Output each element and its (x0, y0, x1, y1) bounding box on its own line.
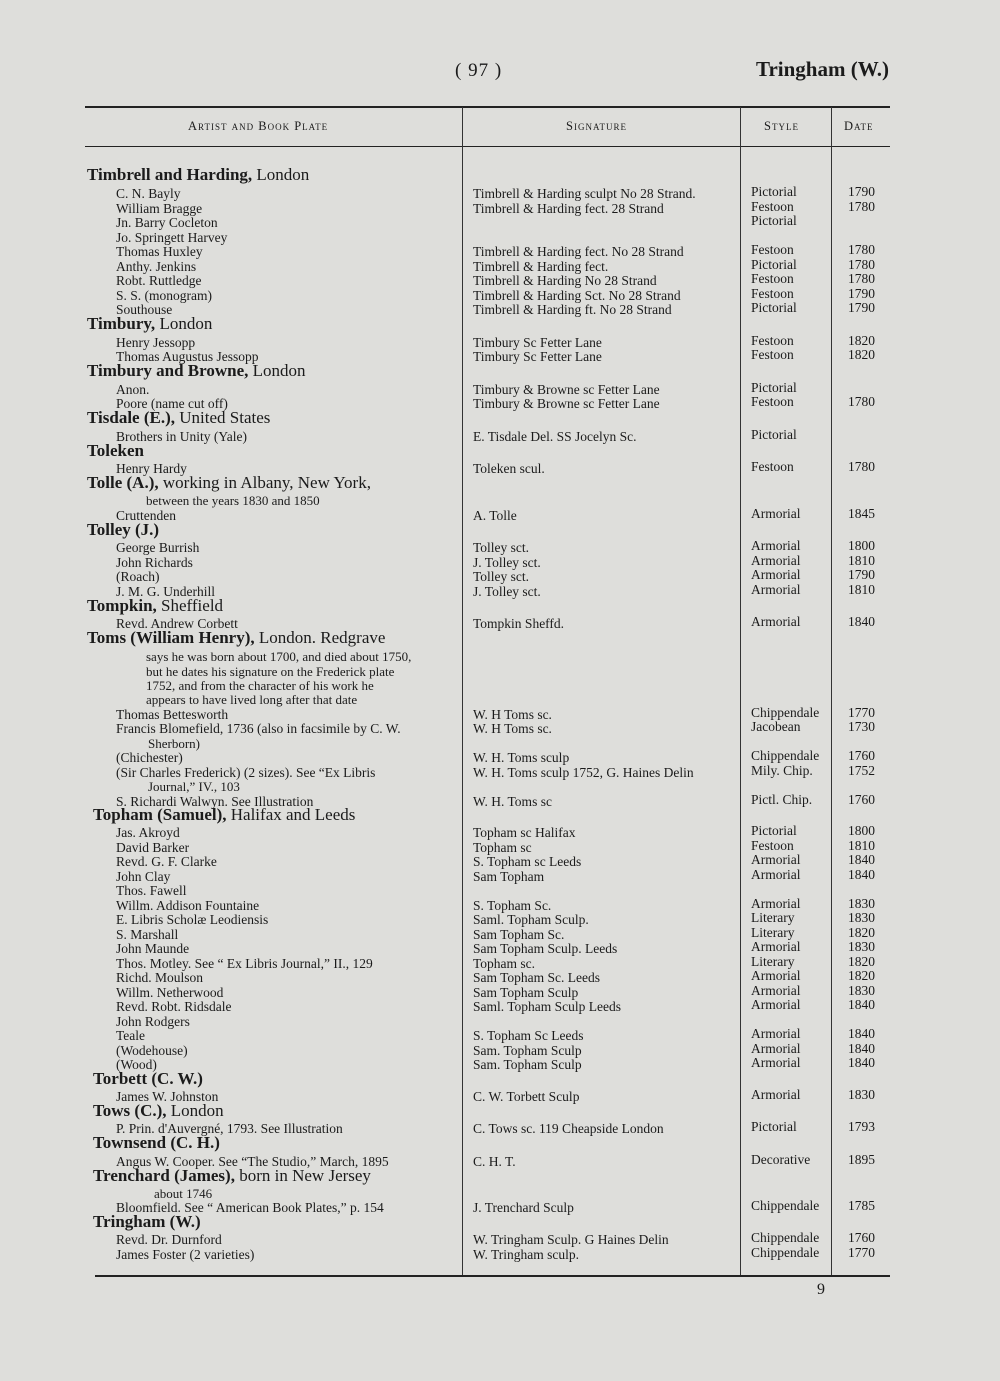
artist-place: London (248, 361, 306, 380)
signature-cell: Topham sc Halifax (473, 825, 576, 840)
style-cell: Pictl. Chip. (751, 792, 813, 807)
artist-note: between the years 1830 and 1850 (146, 493, 320, 508)
date-cell: 1780 (848, 459, 875, 474)
book-plate-owner: Thomas Augustus Jessopp (116, 349, 259, 364)
book-plate-owner: E. Libris Scholæ Leodiensis (116, 912, 269, 927)
book-plate-owner: S. Richardi Walwyn. See Illustration (116, 794, 314, 809)
artist-name: Tolley (J.) (87, 520, 160, 539)
artist-heading (93, 806, 355, 823)
book-plate-owner: George Burrish (116, 540, 200, 555)
signature-cell: J. Trenchard Sculp (473, 1200, 574, 1215)
signature-cell: Timbury Sc Fetter Lane (473, 349, 602, 364)
signature-cell: Timbrell & Harding Sct. No 28 Strand (473, 288, 681, 303)
style-cell: Armorial (751, 867, 801, 882)
signature-cell: Timbury & Browne sc Fetter Lane (473, 396, 660, 411)
style-cell: Armorial (751, 1087, 801, 1102)
date-cell: 1780 (848, 199, 875, 214)
book-plate-owner: Thomas Huxley (116, 244, 203, 259)
book-plate-owner: James W. Johnston (116, 1089, 219, 1104)
book-plate-owner: (Wood) (116, 1057, 157, 1072)
signature-cell: Toleken scul. (473, 461, 545, 476)
signature-cell: Tolley sct. (473, 540, 530, 555)
date-cell: 1790 (848, 286, 875, 301)
running-head: Tringham (W.) (756, 57, 890, 81)
book-plate-owner: John Maunde (116, 941, 190, 956)
book-plate-owner: P. Prin. d'Auvergné, 1793. See Illustration (116, 1121, 343, 1136)
artist-name: Timbury and Browne, (87, 361, 249, 380)
signature-cell: Sam. Topham Sculp (473, 1057, 582, 1072)
book-plate-owner: Revd. G. F. Clarke (116, 854, 217, 869)
style-cell: Chippendale (751, 1198, 820, 1213)
artist-name: Tringham (W.) (93, 1212, 201, 1231)
artist-place: Halifax and Leeds (226, 805, 356, 824)
style-cell: Armorial (751, 968, 801, 983)
book-plate-owner: S. S. (monogram) (116, 288, 212, 303)
book-plate-owner: J. M. G. Underhill (116, 584, 215, 599)
style-cell: Armorial (751, 896, 801, 911)
book-plate-owner: John Richards (116, 555, 193, 570)
style-cell: Armorial (751, 983, 801, 998)
signature-cell: Timbury & Browne sc Fetter Lane (473, 382, 660, 397)
artist-heading (87, 362, 306, 379)
artist-heading (87, 166, 309, 183)
signature-cell: W. Tringham Sculp. G Haines Delin (473, 1232, 669, 1247)
book-plate-owner: John Clay (116, 869, 171, 884)
date-cell: 1830 (848, 1087, 875, 1102)
style-cell: Armorial (751, 1041, 801, 1056)
signature-cell: Timbrell & Harding sculpt No 28 Strand. (473, 186, 696, 201)
signature-cell: Tompkin Sheffd. (473, 616, 565, 631)
date-cell: 1840 (848, 997, 875, 1012)
book-plate-owner: Poore (name cut off) (116, 396, 228, 411)
date-cell: 1760 (848, 748, 875, 763)
book-plate-owner: Jn. Barry Cocleton (116, 215, 218, 230)
artist-note: appears to have lived long after that date (146, 692, 358, 707)
book-plate-owner: Robt. Ruttledge (116, 273, 202, 288)
artist-note: 1752, and from the character of his work he (146, 678, 374, 693)
signature-cell: Timbrell & Harding No 28 Strand (473, 273, 657, 288)
artist-heading (93, 1070, 203, 1087)
date-cell: 1810 (848, 582, 875, 597)
column-header-artist: Artist and Book Plate (188, 119, 329, 133)
style-cell: Pictorial (751, 257, 797, 272)
style-cell: Pictorial (751, 184, 797, 199)
style-cell: Armorial (751, 1026, 801, 1041)
style-cell: Armorial (751, 553, 801, 568)
signature-cell: Sam Topham Sculp. Leeds (473, 941, 618, 956)
signature-cell: Sam Topham Sc. (473, 927, 565, 942)
signature-cell: Timbrell & Harding ft. No 28 Strand (473, 302, 672, 317)
signature-cell: Saml. Topham Sculp Leeds (473, 999, 622, 1014)
artist-heading (87, 315, 212, 332)
artist-place: London. Redgrave (254, 628, 386, 647)
date-cell: 1780 (848, 257, 875, 272)
artist-heading (87, 521, 159, 538)
signature-cell: Timbrell & Harding fect. No 28 Strand (473, 244, 684, 259)
book-plate-owner: Henry Jessopp (116, 335, 196, 350)
artist-name: Timbury, (87, 314, 156, 333)
signature-cell: Topham sc. (473, 956, 536, 971)
style-cell: Literary (751, 910, 795, 925)
style-cell: Festoon (751, 271, 794, 286)
artist-place: Sheffield (156, 596, 224, 615)
date-cell: 1810 (848, 553, 875, 568)
signature-cell: Tolley sct. (473, 569, 530, 584)
style-cell: Festoon (751, 347, 794, 362)
date-cell: 1760 (848, 1230, 875, 1245)
date-cell: 1793 (848, 1119, 875, 1134)
book-plate-owner: Bloomfield. See “ American Book Plates,” p. 154 (116, 1200, 384, 1215)
signature-cell: Sam Topham (473, 869, 545, 884)
page-number: ( 97 ) (455, 60, 503, 81)
book-plate-owner: Willm. Netherwood (116, 985, 224, 1000)
date-cell: 1820 (848, 333, 875, 348)
date-cell: 1800 (848, 538, 875, 553)
style-cell: Literary (751, 925, 795, 940)
artist-heading (93, 1134, 220, 1151)
book-plate-owner: (Chichester) (116, 750, 183, 765)
column-header-date: Date (844, 119, 874, 133)
style-cell: Decorative (751, 1152, 811, 1167)
book-plate-owner: Jo. Springett Harvey (116, 230, 228, 245)
date-cell: 1790 (848, 567, 875, 582)
style-cell: Armorial (751, 567, 801, 582)
artist-note: but he dates his signature on the Frederick plate (146, 664, 395, 679)
signature-cell: Sam Topham Sc. Leeds (473, 970, 601, 985)
date-cell: 1840 (848, 1041, 875, 1056)
style-cell: Jacobean (751, 719, 801, 734)
style-cell: Armorial (751, 538, 801, 553)
artist-place: working in Albany, New York, (158, 473, 371, 492)
date-cell: 1810 (848, 838, 875, 853)
date-cell: 1785 (848, 1198, 875, 1213)
artist-heading (87, 474, 371, 491)
date-cell: 1790 (848, 300, 875, 315)
artist-name: Topham (Samuel), (93, 805, 227, 824)
artist-place: London (252, 165, 310, 184)
style-cell: Pictorial (751, 213, 797, 228)
date-cell: 1840 (848, 1026, 875, 1041)
column-header-signature: Signature (566, 119, 627, 133)
style-cell: Chippendale (751, 705, 820, 720)
artist-note: says he was born about 1700, and died about 1750, (146, 649, 412, 664)
artist-heading (93, 1102, 224, 1119)
signature-cell: C. W. Torbett Sculp (473, 1089, 580, 1104)
style-cell: Armorial (751, 582, 801, 597)
style-cell: Pictorial (751, 427, 797, 442)
signature-cell: Sam Topham Sculp (473, 985, 579, 1000)
column-header-style: Style (764, 119, 799, 133)
style-cell: Chippendale (751, 1230, 820, 1245)
date-cell: 1760 (848, 792, 875, 807)
date-cell: 1820 (848, 347, 875, 362)
book-plate-owner: Thomas Bettesworth (116, 707, 229, 722)
book-plate-owner: William Bragge (116, 201, 203, 216)
book-plate-owner: Henry Hardy (116, 461, 187, 476)
style-cell: Festoon (751, 286, 794, 301)
book-plate-owner: Southouse (116, 302, 173, 317)
signature-cell: Topham sc (473, 840, 532, 855)
book-plate-owner: Francis Blomefield, 1736 (also in facsimile by C. W. (116, 721, 401, 736)
book-plate-owner: Thos. Motley. See “ Ex Libris Journal,” II., 129 (116, 956, 373, 971)
artist-heading (93, 1167, 371, 1184)
signature-cell: A. Tolle (473, 508, 517, 523)
style-cell: Armorial (751, 506, 801, 521)
signature-cell: Timbrell & Harding fect. (473, 259, 609, 274)
book-plate-owner: James Foster (2 varieties) (116, 1247, 255, 1262)
signature-cell: C. Tows sc. 119 Cheapside London (473, 1121, 664, 1136)
date-cell: 1780 (848, 271, 875, 286)
date-cell: 1780 (848, 242, 875, 257)
signature-cell: S. Topham sc Leeds (473, 854, 582, 869)
book-plate-owner: S. Marshall (116, 927, 179, 942)
book-plate-owner: Revd. Dr. Durnford (116, 1232, 222, 1247)
date-cell: 1840 (848, 614, 875, 629)
style-cell: Pictorial (751, 823, 797, 838)
artist-note: Sherborn) (148, 736, 200, 751)
date-cell: 1730 (848, 719, 875, 734)
signature-cell: W. H. Toms sc (473, 794, 552, 809)
date-cell: 1840 (848, 867, 875, 882)
artist-name: Tisdale (E.), (87, 408, 176, 427)
signature-cell: J. Tolley sct. (473, 584, 541, 599)
style-cell: Pictorial (751, 380, 797, 395)
style-cell: Literary (751, 954, 795, 969)
artist-name: Toleken (87, 441, 145, 460)
date-cell: 1790 (848, 184, 875, 199)
date-cell: 1820 (848, 968, 875, 983)
book-plate-owner: Cruttenden (116, 508, 176, 523)
artist-name: Tolle (A.), (87, 473, 159, 492)
book-plate-owner: C. N. Bayly (116, 186, 181, 201)
style-cell: Armorial (751, 1055, 801, 1070)
date-cell: 1820 (848, 954, 875, 969)
signature-folio: 9 (817, 1281, 825, 1298)
book-plate-owner: David Barker (116, 840, 190, 855)
artist-name: Tompkin, (87, 596, 157, 615)
signature-cell: S. Topham Sc Leeds (473, 1028, 584, 1043)
book-plate-owner: Anthy. Jenkins (116, 259, 197, 274)
style-cell: Festoon (751, 394, 794, 409)
book-plate-owner: John Rodgers (116, 1014, 190, 1029)
style-cell: Pictorial (751, 1119, 797, 1134)
date-cell: 1845 (848, 506, 875, 521)
artist-heading (87, 597, 223, 614)
style-cell: Armorial (751, 939, 801, 954)
book-plate-owner: (Wodehouse) (116, 1043, 188, 1058)
style-cell: Chippendale (751, 748, 820, 763)
book-plate-owner: Thos. Fawell (116, 883, 187, 898)
artist-heading (87, 629, 385, 646)
artist-name: Tows (C.), (93, 1101, 167, 1120)
book-plate-owner: Anon. (116, 382, 150, 397)
date-cell: 1780 (848, 394, 875, 409)
artist-name: Townsend (C. H.) (93, 1133, 220, 1152)
date-cell: 1895 (848, 1152, 875, 1167)
artist-heading (87, 442, 144, 459)
style-cell: Festoon (751, 333, 794, 348)
artist-note: Journal,” IV., 103 (148, 779, 240, 794)
book-plate-owner: (Roach) (116, 569, 160, 584)
book-plate-owner: Willm. Addison Fountaine (116, 898, 260, 913)
artist-note: about 1746 (154, 1186, 213, 1201)
style-cell: Festoon (751, 838, 794, 853)
artist-heading (87, 409, 270, 426)
signature-cell: W. Tringham sculp. (473, 1247, 580, 1262)
signature-cell: E. Tisdale Del. SS Jocelyn Sc. (473, 429, 637, 444)
artist-place: United States (175, 408, 271, 427)
signature-cell: Saml. Topham Sculp. (473, 912, 589, 927)
date-cell: 1830 (848, 939, 875, 954)
signature-cell: W. H Toms sc. (473, 721, 552, 736)
style-cell: Armorial (751, 852, 801, 867)
artist-place: born in New Jersey (234, 1166, 371, 1185)
style-cell: Mily. Chip. (751, 763, 813, 778)
style-cell: Armorial (751, 997, 801, 1012)
signature-cell: W. H. Toms sculp (473, 750, 570, 765)
book-plate-owner: Jas. Akroyd (116, 825, 180, 840)
signature-cell: Timbury Sc Fetter Lane (473, 335, 602, 350)
book-plate-owner: Revd. Andrew Corbett (116, 616, 238, 631)
book-plate-owner: Brothers in Unity (Yale) (116, 429, 247, 444)
style-cell: Armorial (751, 614, 801, 629)
date-cell: 1830 (848, 896, 875, 911)
date-cell: 1770 (848, 705, 875, 720)
date-cell: 1820 (848, 925, 875, 940)
style-cell: Festoon (751, 459, 794, 474)
book-plate-owner: (Sir Charles Frederick) (2 sizes). See “Ex Libris (116, 765, 376, 780)
signature-cell: W. H Toms sc. (473, 707, 552, 722)
date-cell: 1840 (848, 1055, 875, 1070)
artist-name: Trenchard (James), (93, 1166, 235, 1185)
signature-cell: S. Topham Sc. (473, 898, 552, 913)
date-cell: 1770 (848, 1245, 875, 1260)
style-cell: Pictorial (751, 300, 797, 315)
book-plate-owner: Richd. Moulson (116, 970, 204, 985)
date-cell: 1830 (848, 910, 875, 925)
book-plate-owner: Angus W. Cooper. See “The Studio,” March, 1895 (116, 1154, 389, 1169)
date-cell: 1752 (848, 763, 875, 778)
signature-cell: Sam. Topham Sculp (473, 1043, 582, 1058)
artist-place: London (166, 1101, 224, 1120)
artist-place: London (155, 314, 213, 333)
artist-name: Toms (William Henry), (87, 628, 255, 647)
date-cell: 1840 (848, 852, 875, 867)
style-cell: Chippendale (751, 1245, 820, 1260)
signature-cell: J. Tolley sct. (473, 555, 541, 570)
style-cell: Festoon (751, 199, 794, 214)
signature-cell: Timbrell & Harding fect. 28 Strand (473, 201, 664, 216)
date-cell: 1800 (848, 823, 875, 838)
signature-cell: W. H. Toms sculp 1752, G. Haines Delin (473, 765, 694, 780)
book-plate-owner: Teale (116, 1028, 146, 1043)
date-cell: 1830 (848, 983, 875, 998)
artist-name: Torbett (C. W.) (93, 1069, 203, 1088)
artist-heading (93, 1213, 201, 1230)
style-cell: Festoon (751, 242, 794, 257)
artist-name: Timbrell and Harding, (87, 165, 253, 184)
signature-cell: C. H. T. (473, 1154, 516, 1169)
book-plate-owner: Revd. Robt. Ridsdale (116, 999, 232, 1014)
